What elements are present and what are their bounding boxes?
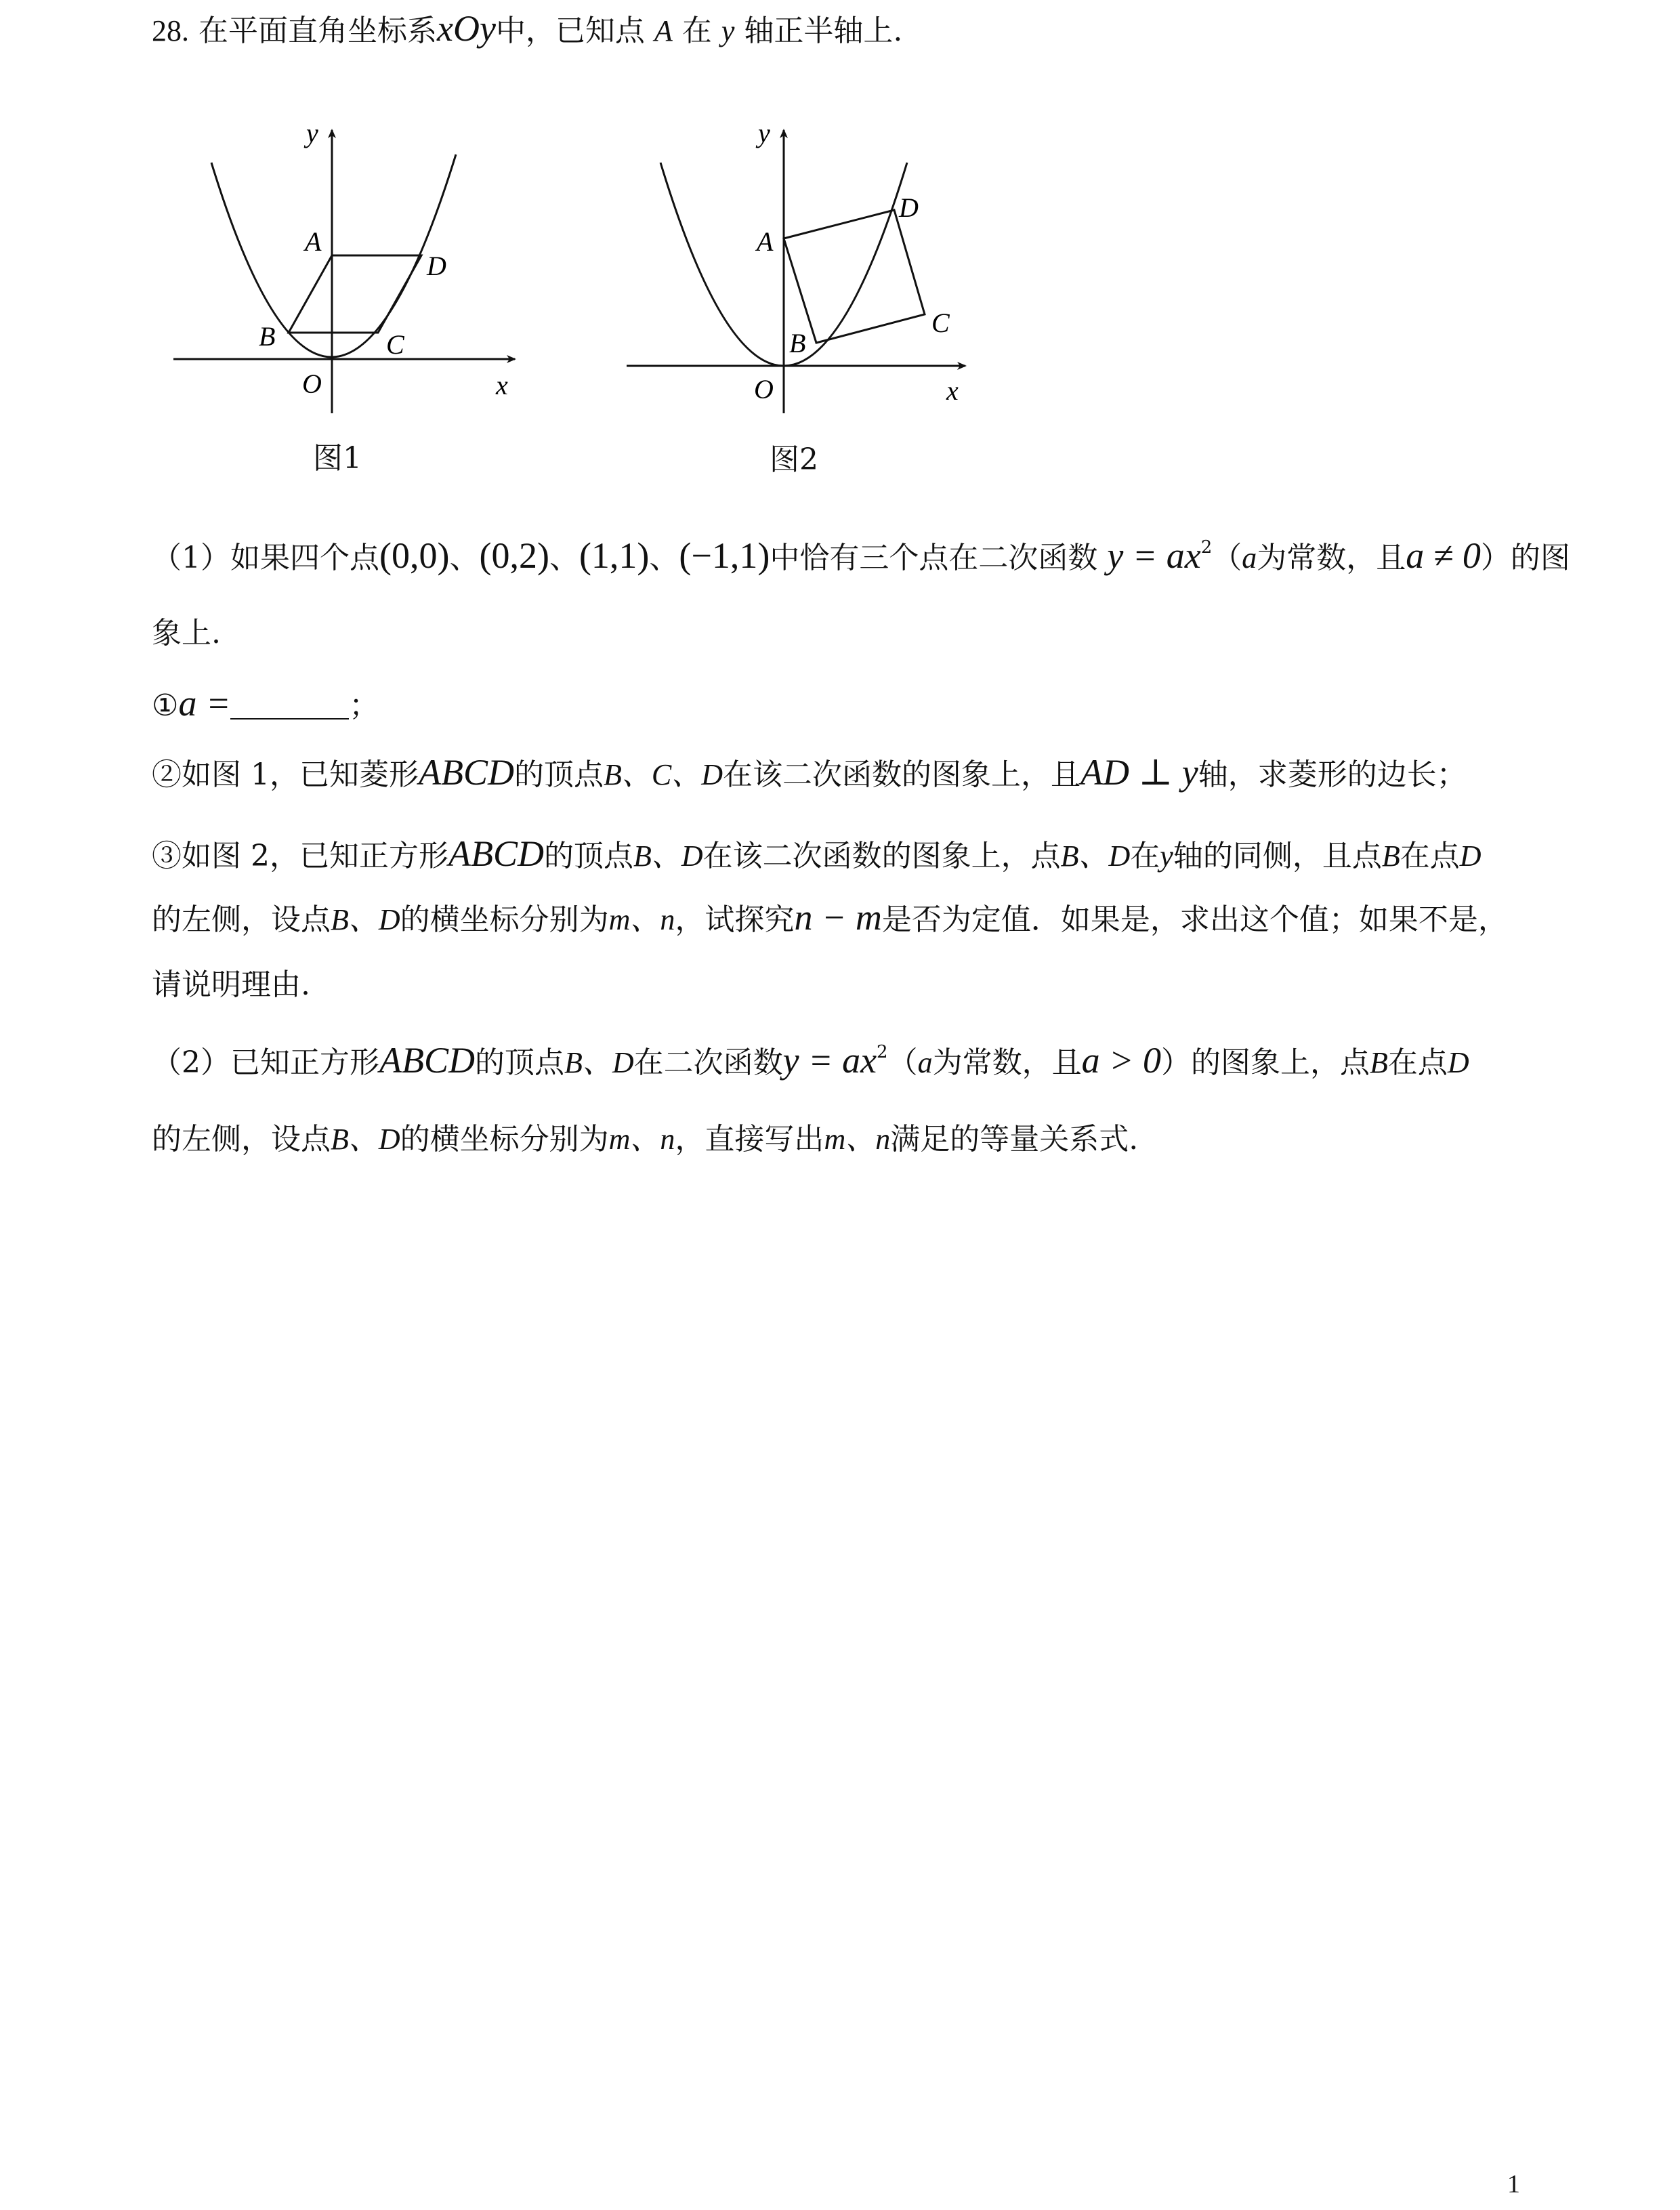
point-c-label: C — [386, 329, 404, 360]
part2-line1: （2）已知正方形ABCD的顶点B、D在二次函数$y = ax^2(a$为常数，且a > 0）的图象上，点B在点D — [152, 1040, 1469, 1081]
point-a-label: A — [757, 226, 774, 257]
question-2: ②如图 1，已知菱形ABCD的顶点B、C、D在该二次函数的图象上，且AD ⊥ y轴，求菱形的边长； — [152, 752, 1467, 793]
point-b-label: B — [789, 328, 806, 358]
origin-label: O — [302, 369, 322, 399]
y-label: y — [306, 118, 318, 148]
question-3-line1: ③如图 2，已知正方形ABCD的顶点B、D在该二次函数的图象上，点B、D在y轴的同侧，且点B在点D — [152, 833, 1482, 874]
figure-1-caption: 图1 — [313, 441, 362, 476]
part1-line1: （1）如果四个点(0,0)、(0,2)、(1,1)、(−1,1)中恰有三个点在二次函数 $y = ax^2(a$为常数，且a ≠ 0）的图 — [152, 535, 1570, 576]
question-3-line3: 请说明理由. — [152, 967, 310, 1002]
figure-2 — [613, 115, 992, 427]
y-label: y — [758, 118, 770, 148]
point-c-label: C — [931, 308, 950, 338]
x-label: x — [496, 370, 508, 400]
figure-2-caption: 图2 — [770, 442, 818, 477]
point-a-label: A — [305, 226, 322, 257]
question-1: ①a = ； — [152, 683, 379, 724]
square-abcd — [784, 210, 925, 343]
problem-intro: 28. 在平面直角坐标系xOy中，已知点 A 在 y 轴正半轴上. — [152, 8, 903, 49]
part2-line2: 的左侧，设点B、D的横坐标分别为m、n，直接写出m、n满足的等量关系式. — [152, 1122, 1139, 1156]
problem-number: 28. — [152, 14, 189, 47]
answer-blank[interactable] — [230, 691, 349, 720]
x-label: x — [946, 375, 959, 406]
point-b-label: B — [259, 321, 276, 352]
question-3-line2: 的左侧，设点B、D的横坐标分别为m、n，试探究n − m是否为定值．如果是，求出这个值；如果不是， — [152, 897, 1508, 938]
figure-1 — [163, 115, 542, 427]
point-d-label: D — [427, 251, 446, 281]
page-number: 1 — [1507, 2170, 1520, 2198]
origin-label: O — [754, 374, 774, 404]
part1-line2: 象上. — [152, 616, 221, 650]
point-d-label: D — [899, 192, 919, 223]
